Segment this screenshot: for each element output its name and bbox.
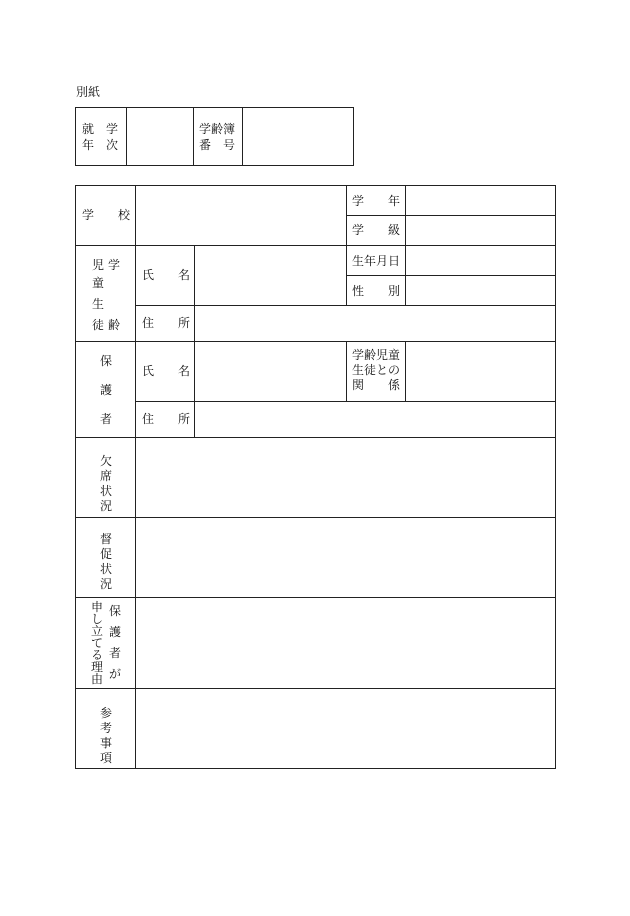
guardian-name-label: 氏 名 <box>142 364 191 378</box>
reason-label-column: 申し立てる理由 <box>90 600 103 686</box>
school-year-label-line1: 就 学 <box>82 122 119 136</box>
guardian-label-column: 保護者が <box>108 604 121 681</box>
register-number-label-line2: 番 号 <box>199 138 236 152</box>
guardian-name-field[interactable] <box>195 342 345 400</box>
guardian-address-field[interactable] <box>195 402 555 436</box>
gender-label: 性 別 <box>352 284 401 298</box>
reminder-status-label: 督促状況 <box>99 532 112 591</box>
child-address-label: 住 所 <box>142 316 191 330</box>
birth-date-label: 生年月日 <box>352 254 401 268</box>
birth-date-field[interactable] <box>406 246 555 274</box>
class-label: 学 級 <box>352 223 401 237</box>
reason-field[interactable] <box>136 598 555 687</box>
school-year-value-field[interactable] <box>127 108 192 165</box>
relation-label-line2: 生徒との <box>352 363 401 377</box>
notes-label: 参考事項 <box>99 706 112 765</box>
column-divider <box>346 185 347 305</box>
absence-status-label: 欠席状況 <box>99 454 112 513</box>
school-label: 学 校 <box>82 208 131 222</box>
child-name-field[interactable] <box>195 246 345 304</box>
guardian-label-char: 護 <box>100 383 113 397</box>
gender-field[interactable] <box>406 276 555 304</box>
school-age-label-char: 学 <box>108 258 121 272</box>
absence-status-field[interactable] <box>136 438 555 516</box>
reminder-status-field[interactable] <box>136 518 555 596</box>
grade-label: 学 年 <box>352 194 401 208</box>
school-value-field[interactable] <box>136 186 345 244</box>
school-age-label-char: 齢 <box>108 318 121 332</box>
relation-label-line1: 学齢児童 <box>352 348 401 362</box>
column-divider <box>346 341 347 401</box>
guardian-address-label: 住 所 <box>142 412 191 426</box>
page-heading: 別紙 <box>76 85 101 99</box>
child-label-char: 生 <box>92 297 105 311</box>
child-name-label: 氏 名 <box>142 268 191 282</box>
relation-label-line3: 関 係 <box>352 378 401 392</box>
divider <box>193 107 194 166</box>
register-number-label-line1: 学齢簿 <box>199 122 236 136</box>
child-address-field[interactable] <box>195 306 555 340</box>
class-value-field[interactable] <box>406 216 555 244</box>
child-label-char: 徒 <box>92 318 105 332</box>
child-label-char: 児 <box>92 258 105 272</box>
child-label-char: 童 <box>92 276 105 290</box>
school-year-label-line2: 年 次 <box>82 138 119 152</box>
relation-field[interactable] <box>406 342 555 400</box>
grade-value-field[interactable] <box>406 186 555 214</box>
notes-field[interactable] <box>136 689 555 768</box>
guardian-label-char: 者 <box>100 412 113 426</box>
guardian-label-char: 保 <box>100 354 113 368</box>
register-number-value-field[interactable] <box>243 108 353 165</box>
